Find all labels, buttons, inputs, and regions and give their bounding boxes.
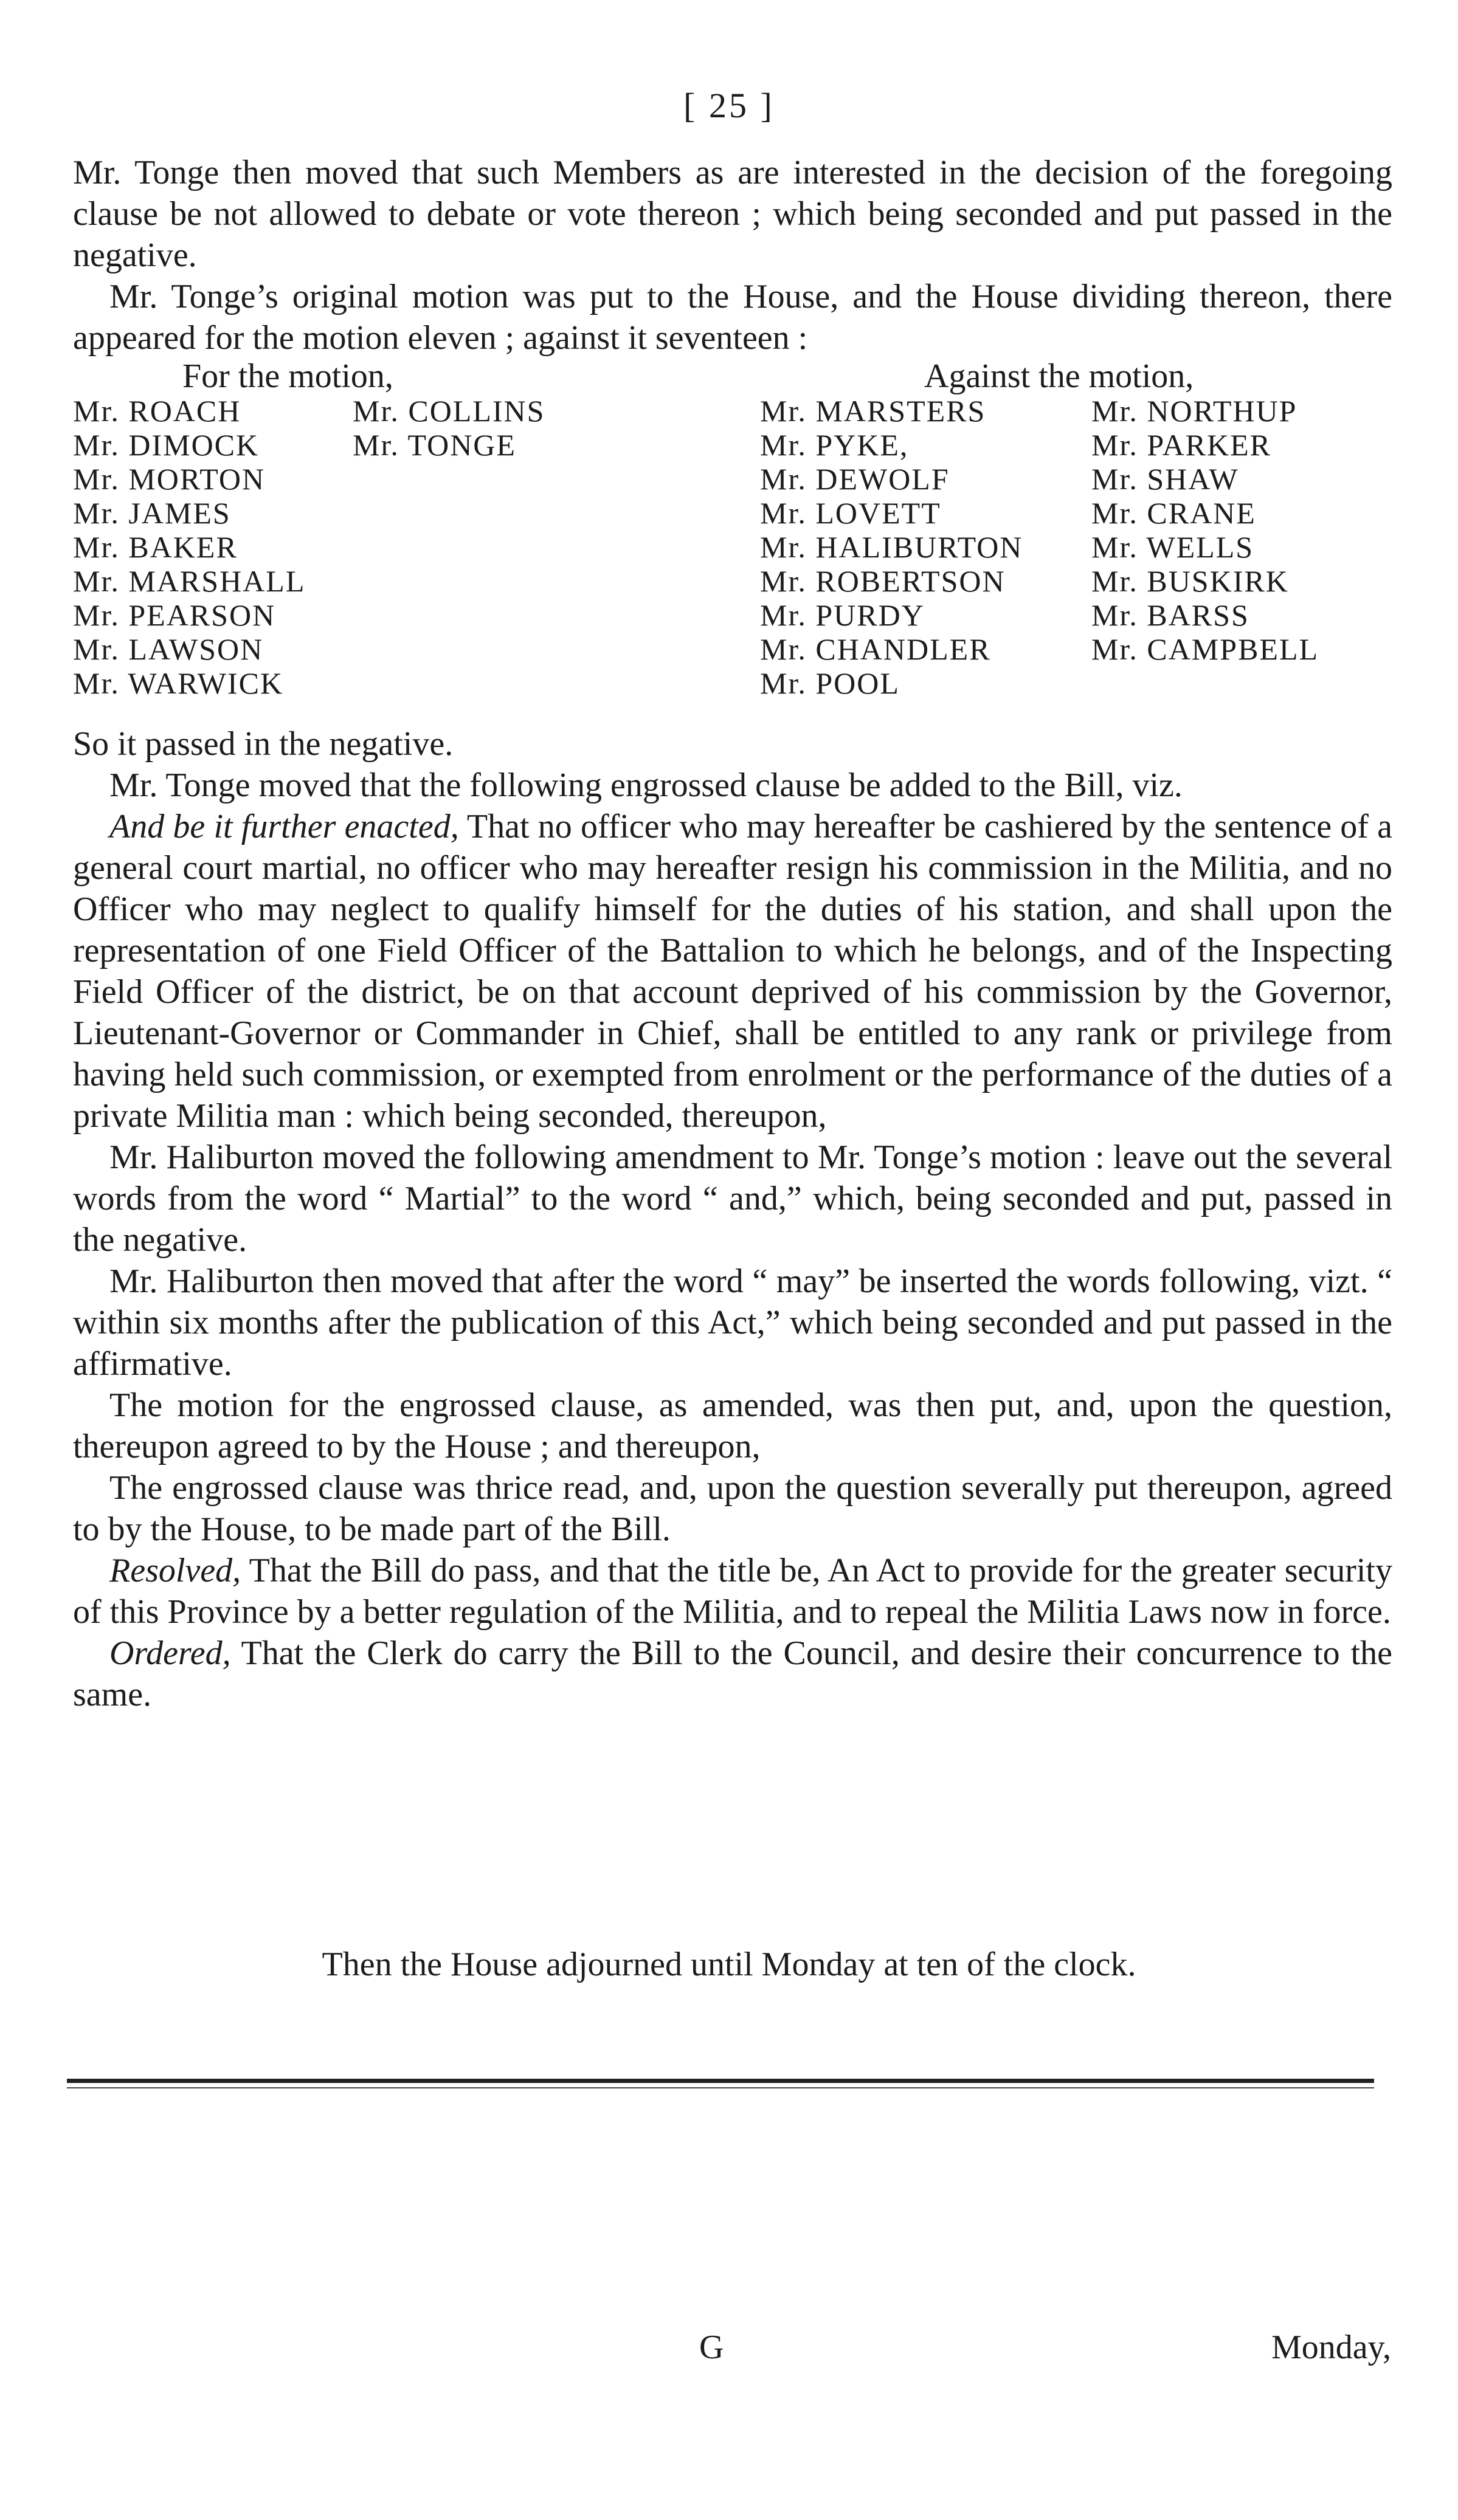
paragraph-text: That no officer who may hereafter be cashiered by the sentence of a general court martial, no officer who may hereafter resign his commission in the Militia, and no Officer who may neglect to qualify himself for the duties of his station, and shall upon the representation of one Field Officer of the Battalion to which he belongs, and of the Inspecting Field Officer of the district, be on that account deprived of his commission by the Governor, Lieutenant-Governor or Commander in Chief, shall be entitled to any rank or privilege from having held such commission, or exempted from enrolment or the performance of the duties of a private Militia man : which being seconded, thereupon, [73,808,1392,1135]
paragraph-text: The engrossed clause was thrice read, and, upon the question severally put thereupon, agreed to by the House, to be made part of the Bill. [73,1469,1392,1548]
member-name: Mr. ROBERTSON [760,564,1006,598]
member-name: Mr. DIMOCK [73,428,260,462]
paragraph [73,1633,1392,1715]
division-list [73,359,1392,723]
page-rule [67,2079,1374,2083]
paragraph [73,1137,1392,1261]
member-name: Mr. LOVETT [760,496,941,530]
member-name: Mr. BAKER [73,530,238,564]
member-name: Mr. MARSTERS [760,394,986,428]
member-name: Mr. BUSKIRK [1091,564,1289,598]
paragraph [73,152,1392,276]
member-name: Mr. ROACH [73,394,241,428]
post-vote-paragraphs [73,723,1392,1715]
member-name: Mr. CHANDLER [760,632,991,666]
member-name: Mr. BARSS [1091,598,1249,632]
paragraph [73,765,1392,806]
paragraph [73,276,1392,359]
against-list-2 [1091,394,1319,666]
member-name: Mr. CAMPBELL [1091,632,1319,666]
member-name: Mr. LAWSON [73,632,264,666]
paragraph-text: So it passed in the negative. [73,725,454,763]
paragraph [73,1550,1392,1633]
member-name: Mr. TONGE [353,428,516,462]
member-name: Mr. SHAW [1091,462,1239,496]
paragraph-lead: Resolved, [109,1552,241,1589]
member-name: Mr. CRANE [1091,496,1256,530]
pre-vote-paragraphs [73,152,1392,359]
paragraph-lead: And be it further enacted, [109,808,459,845]
member-name: Mr. HALIBURTON [760,530,1023,564]
paragraph-text: Mr. Haliburton then moved that after the word “ may” be inserted the words following, vizt. “ within six months after the publication of this Act,” which being seconded and put passed in the affirmative. [73,1262,1392,1383]
member-name: Mr. POOL [760,666,900,700]
member-name: Mr. JAMES [73,496,231,530]
paragraph [73,1467,1392,1550]
member-name: Mr. DEWOLF [760,462,950,496]
paragraph [73,723,1392,765]
member-name: Mr. COLLINS [353,394,545,428]
paragraph [73,1385,1392,1467]
journal-text [73,152,1392,1715]
against-heading: Against the motion, [924,357,1194,395]
member-name: Mr. PARKER [1091,428,1272,462]
for-list-1 [73,394,393,700]
paragraph-text: Mr. Tonge then moved that such Members as are interested in the decision of the foregoing clause be not allowed to debate or vote thereon ; which being seconded and put passed in the negative. [73,154,1392,274]
paragraph-text: Mr. Tonge moved that the following engrossed clause be added to the Bill, viz. [109,766,1183,804]
member-name: Mr. WELLS [1091,530,1254,564]
member-name: Mr. NORTHUP [1091,394,1297,428]
paragraph-text: Mr. Tonge’s original motion was put to the House, and the House dividing thereon, there appeared for the motion eleven ; against it seventeen : [73,278,1392,357]
member-name: Mr. PYKE, [760,428,909,462]
member-name: Mr. MARSHALL [73,564,306,598]
paragraph-text: Mr. Haliburton moved the following amendment to Mr. Tonge’s motion : leave out the several words from the word “ Martial” to the word “ and,” which, being seconded and put, passed in the negative. [73,1138,1392,1259]
signature-mark: G [699,2329,724,2366]
member-name: Mr. MORTON [73,462,266,496]
for-heading: For the motion, [182,357,393,395]
for-column-1 [73,359,393,700]
catchword: Monday, [1271,2329,1391,2366]
member-name: Mr. PEARSON [73,598,276,632]
paragraph-text: The motion for the engrossed clause, as amended, was then put, and, upon the question, thereupon agreed to by the House ; and thereupon, [73,1386,1392,1465]
for-list-2 [353,394,545,462]
paragraph-text: That the Clerk do carry the Bill to the Council, and desire their concurrence to the same. [73,1634,1392,1713]
adjournment-line: Then the House adjourned until Monday at ten of the clock. [322,1946,1136,1983]
member-name: Mr. WARWICK [73,666,284,700]
against-column-2 [1091,359,1319,666]
for-column-2 [353,359,545,462]
paragraph-text: That the Bill do pass, and that the title be, An Act to provide for the greater security of this Province by a better regulation of the Militia, and to repeal the Militia Laws now in force. [73,1552,1392,1631]
page-rule-thin [67,2087,1374,2088]
paragraph [73,1261,1392,1385]
paragraph [73,806,1392,1137]
member-name: Mr. PURDY [760,598,925,632]
paragraph-lead: Ordered, [109,1634,231,1672]
page-number: [ 25 ] [683,86,775,125]
